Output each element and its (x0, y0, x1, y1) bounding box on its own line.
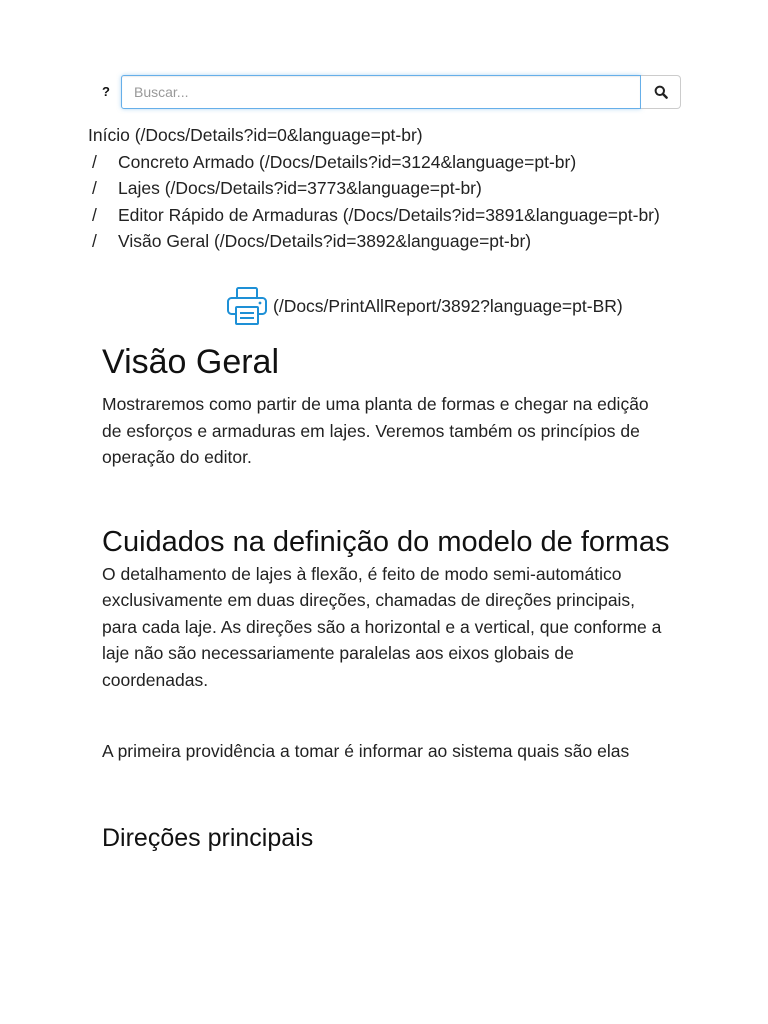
breadcrumb-link-lajes[interactable]: Lajes (/Docs/Details?id=3773&language=pt-br) (118, 178, 482, 198)
search-icon (654, 85, 668, 99)
breadcrumb-item-concreto-armado (88, 149, 688, 176)
breadcrumb-item-lajes (88, 175, 688, 202)
breadcrumb-separator: / (92, 231, 97, 251)
page-title: Visão Geral (102, 343, 280, 381)
section-paragraph-detalhamento: O detalhamento de lajes à flexão, é feito de modo semi-automático exclusivamente em duas direções, chamadas de direções principais, para cada laje. As direções são a horizontal e a vertical, que conforme a laje não são necessariamente paralelas aos eixos globais de coordenadas. (102, 563, 662, 690)
breadcrumb-item-editor-rapido (88, 202, 688, 229)
breadcrumb-link-visao-geral[interactable]: Visão Geral (/Docs/Details?id=3892&language=pt-br) (118, 231, 532, 251)
search-input[interactable] (121, 75, 641, 109)
breadcrumb-link-editor-rapido[interactable]: Editor Rápido de Armaduras (/Docs/Details?id=3891&language=pt-br) (118, 204, 660, 225)
section-paragraph-providencia: A primeira providência a tomar é informar ao sistema quais são elas (102, 741, 630, 761)
breadcrumb-link-concreto-armado[interactable]: Concreto Armado (/Docs/Details?id=3124&language=pt-br) (118, 151, 577, 172)
search-button[interactable] (641, 75, 681, 109)
intro-paragraph: Mostraremos como partir de uma planta de formas e chegar na edição de esforços e armaduras em lajes. Veremos também os princípios de operação do editor. (102, 394, 649, 467)
breadcrumb (88, 122, 688, 255)
search-bar (96, 75, 681, 109)
breadcrumb-item-visao-geral (88, 228, 688, 255)
breadcrumb-separator: / (92, 204, 97, 225)
print-report-link[interactable]: (/Docs/PrintAllReport/3892?language=pt-BR) (273, 295, 623, 316)
breadcrumb-item-inicio (88, 122, 688, 149)
breadcrumb-separator: / (92, 151, 97, 172)
section-heading-direcoes: Direções principais (102, 823, 314, 852)
help-button[interactable]: ? (102, 84, 110, 99)
breadcrumb-separator: / (92, 178, 97, 198)
print-report (225, 286, 623, 326)
section-heading-cuidados: Cuidados na definição do modelo de formas (102, 525, 670, 558)
breadcrumb-link-inicio[interactable]: Início (/Docs/Details?id=0&language=pt-br) (88, 125, 423, 145)
article-content (102, 340, 672, 853)
printer-icon[interactable] (225, 286, 269, 326)
